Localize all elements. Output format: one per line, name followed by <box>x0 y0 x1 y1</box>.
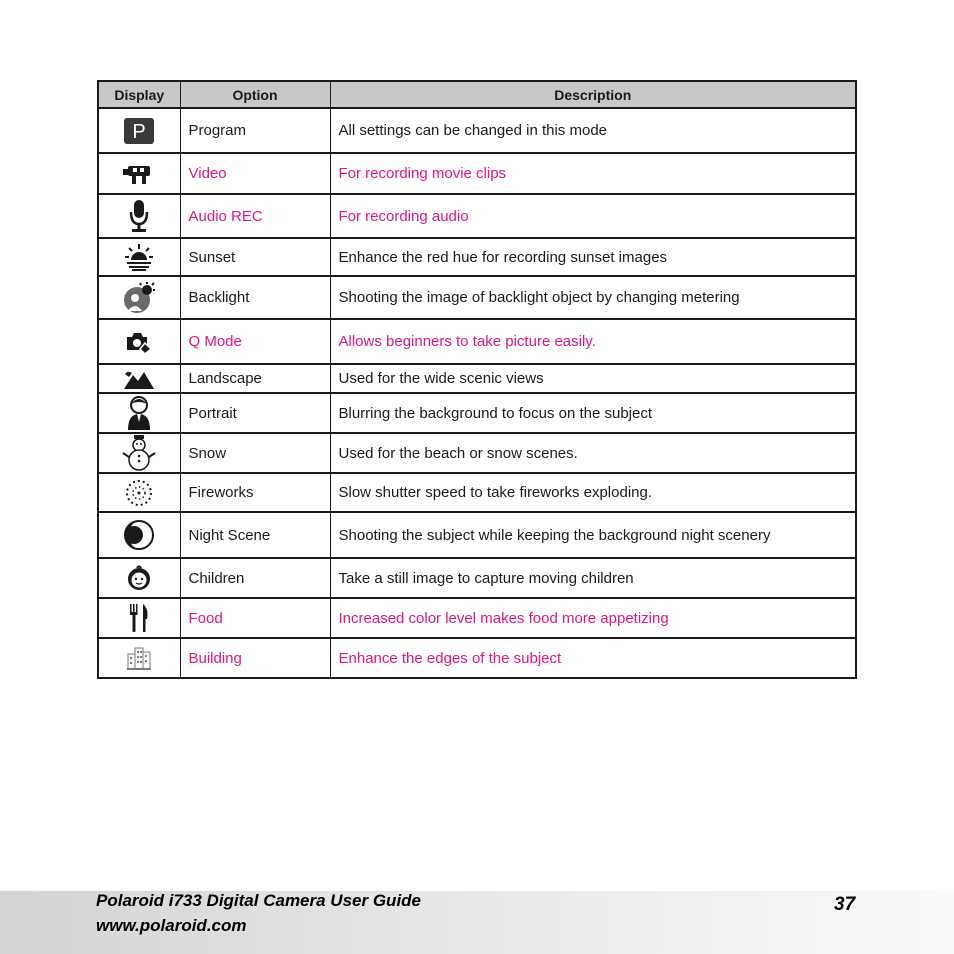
table-row <box>98 393 856 433</box>
display-cell <box>98 364 180 393</box>
option-cell: Landscape <box>180 364 330 393</box>
description-cell: All settings can be changed in this mode <box>330 108 856 153</box>
scene-mode-table <box>97 80 857 679</box>
option-cell: Food <box>180 598 330 638</box>
backlight-icon <box>123 282 155 314</box>
svg-text:P: P <box>132 120 146 143</box>
child-face-icon <box>126 565 152 591</box>
description-cell: Take a still image to capture moving children <box>330 558 856 598</box>
fork-knife-icon <box>128 603 150 633</box>
display-cell <box>98 238 180 276</box>
snowman-icon <box>122 435 156 471</box>
option-cell: Portrait <box>180 393 330 433</box>
header-option: Option <box>180 81 330 108</box>
table-row <box>98 364 856 393</box>
fireworks-icon <box>124 478 154 508</box>
program-p-icon <box>124 118 154 144</box>
description-cell: Slow shutter speed to take fireworks exploding. <box>330 473 856 512</box>
display-cell <box>98 393 180 433</box>
table-row <box>98 194 856 238</box>
display-cell <box>98 153 180 194</box>
display-cell <box>98 558 180 598</box>
header-description: Description <box>330 81 856 108</box>
description-cell: Allows beginners to take picture easily. <box>330 319 856 364</box>
landscape-icon <box>124 369 154 389</box>
option-cell: Program <box>180 108 330 153</box>
option-cell: Fireworks <box>180 473 330 512</box>
portrait-person-icon <box>127 396 151 430</box>
display-cell <box>98 598 180 638</box>
description-cell: For recording movie clips <box>330 153 856 194</box>
footer-guide-title: Polaroid i733 Digital Camera User Guide <box>96 891 422 910</box>
option-cell: Building <box>180 638 330 678</box>
page-number: 37 <box>834 894 856 915</box>
q-mode-camera-icon <box>126 330 152 354</box>
table-header-row <box>98 81 856 108</box>
table-row <box>98 276 856 319</box>
option-cell: Audio REC <box>180 194 330 238</box>
sunset-icon <box>124 243 154 271</box>
table-row <box>98 153 856 194</box>
option-cell: Children <box>180 558 330 598</box>
table-row <box>98 238 856 276</box>
display-cell <box>98 638 180 678</box>
page-footer <box>0 891 954 954</box>
description-cell: Used for the beach or snow scenes. <box>330 433 856 473</box>
description-cell: Shooting the subject while keeping the background night scenery <box>330 512 856 558</box>
description-cell: For recording audio <box>330 194 856 238</box>
table-row <box>98 433 856 473</box>
description-cell: Used for the wide scenic views <box>330 364 856 393</box>
table-row <box>98 473 856 512</box>
table-row <box>98 512 856 558</box>
display-cell <box>98 433 180 473</box>
display-cell <box>98 276 180 319</box>
description-cell: Increased color level makes food more appetizing <box>330 598 856 638</box>
table-row <box>98 319 856 364</box>
microphone-icon <box>128 199 150 233</box>
option-cell: Video <box>180 153 330 194</box>
option-cell: Backlight <box>180 276 330 319</box>
footer-website-url: www.polaroid.com <box>96 916 247 935</box>
table-row <box>98 598 856 638</box>
description-cell: Enhance the red hue for recording sunset images <box>330 238 856 276</box>
header-display: Display <box>98 81 180 108</box>
night-moon-icon <box>123 519 155 551</box>
option-cell: Snow <box>180 433 330 473</box>
table-row <box>98 108 856 153</box>
description-cell: Blurring the background to focus on the subject <box>330 393 856 433</box>
display-cell <box>98 108 180 153</box>
option-cell: Night Scene <box>180 512 330 558</box>
option-cell: Sunset <box>180 238 330 276</box>
building-icon <box>127 646 151 670</box>
display-cell <box>98 473 180 512</box>
display-cell <box>98 512 180 558</box>
table-row <box>98 558 856 598</box>
description-cell: Shooting the image of backlight object by changing metering <box>330 276 856 319</box>
description-cell: Enhance the edges of the subject <box>330 638 856 678</box>
table-row <box>98 638 856 678</box>
display-cell <box>98 194 180 238</box>
video-camera-icon <box>123 163 155 185</box>
display-cell <box>98 319 180 364</box>
option-cell: Q Mode <box>180 319 330 364</box>
